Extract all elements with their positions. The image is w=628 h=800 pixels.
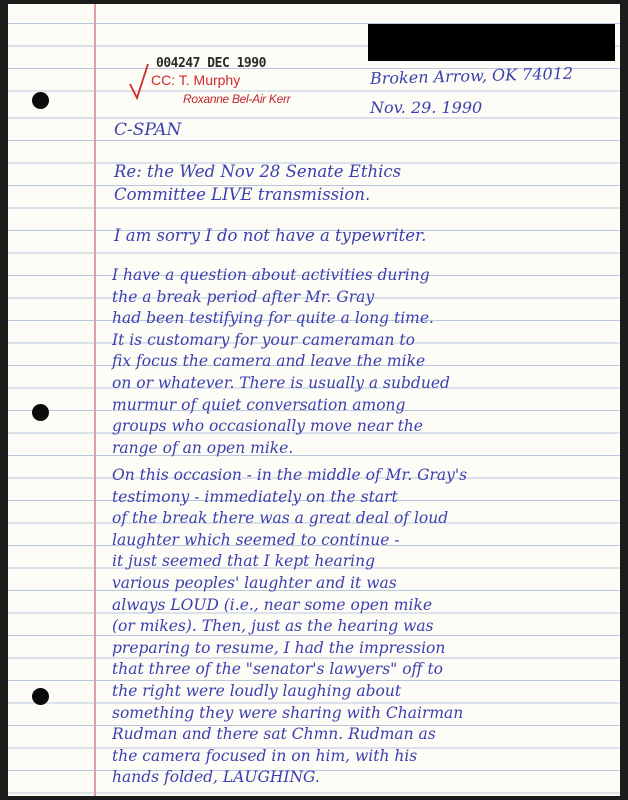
handwritten-line: the camera focused in on him, with his [112,746,418,765]
handwritten-line: It is customary for your cameraman to [112,330,415,349]
handwritten-line: that three of the "senator's lawyers" off to [112,660,444,679]
handwritten-line: on or whatever. There is usually a subdued [112,374,450,392]
handwritten-line: always LOUD (i.e., near some open mike [112,595,433,614]
cc-line-2: Roxanne Bel-Air Kerr [183,92,291,106]
letter-page [8,4,620,796]
handwritten-line: it just seemed that I kept hearing [112,552,376,571]
handwritten-line: the right were loudly laughing about [112,682,402,700]
margin-line [94,4,96,796]
handwritten-line: Rudman and there sat Chmn. Rudman as [112,725,436,744]
binder-hole-bottom [32,688,49,705]
handwritten-line: of the break there was a great deal of loud [112,509,449,528]
handwritten-line: various peoples' laughter and it was [112,574,397,592]
handwritten-line: I have a question about activities during [112,266,430,284]
handwritten-line: testimony - immediately on the start [112,487,398,506]
handwritten-line: the a break period after Mr. Gray [112,287,375,306]
binder-hole-top [32,92,49,109]
apology-line: I am sorry I do not have a typewriter. [114,226,427,245]
handwritten-line: something they were sharing with Chairman [112,703,464,722]
re-line-1: Re: the Wed Nov 28 Senate Ethics [114,162,402,181]
letter-date: Nov. 29. 1990 [370,98,483,117]
check-mark-icon [128,62,150,102]
receipt-stamp: 004247 DEC 1990 [156,56,266,71]
handwritten-line: groups who occasionally move near the [112,417,423,436]
handwritten-line: On this occasion - in the middle of Mr. Gray's [112,466,468,484]
handwritten-line: fix focus the camera and leave the mike [112,352,426,371]
redaction-bar [368,24,615,61]
binder-hole-middle [32,404,49,421]
handwritten-line: hands folded, LAUGHING. [112,768,320,787]
handwritten-line: murmur of quiet conversation among [112,395,406,414]
handwritten-line: preparing to resume, I had the impression [112,638,446,657]
handwritten-line: (or mikes). Then, just as the hearing was [112,617,434,636]
re-line-2: Committee LIVE transmission. [114,185,371,204]
sender-location: Broken Arrow, OK 74012 [369,63,574,88]
handwritten-line: range of an open mike. [112,438,294,457]
handwritten-line: laughter which seemed to continue - [112,530,400,549]
handwritten-line: had been testifying for quite a long time. [112,309,434,328]
cc-line: CC: T. Murphy [151,72,241,88]
salutation: C-SPAN [114,120,182,140]
